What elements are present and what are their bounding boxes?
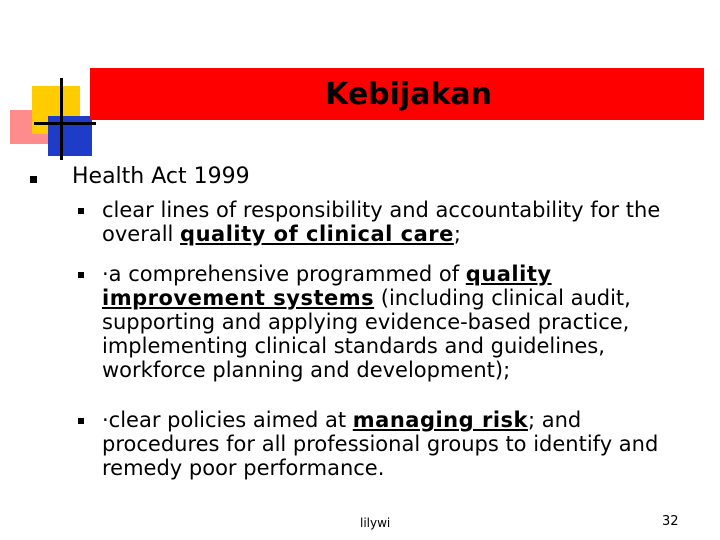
bullet-square-icon: [78, 208, 84, 214]
decor-horizontal-line: [34, 122, 96, 125]
bullet-text: (including clinical audit, supporting and applying evidence-based practice, implementing clinical standards and guidelines, workforce planning and development);: [102, 286, 631, 382]
main-bullet: [28, 164, 688, 190]
title-bar: [90, 68, 704, 120]
footer-author: lilywi: [360, 516, 391, 530]
bullet-text: clear lines of responsibility and accountability for the overall: [102, 198, 661, 246]
sub-bullet-3: [78, 408, 678, 480]
emphasis-text: quality improvement systems: [102, 262, 552, 310]
bullet-square-icon: [78, 272, 84, 278]
slide-title: Kebijakan: [325, 76, 492, 112]
sub-bullet-2: [78, 262, 678, 382]
bullet-square-icon: [30, 176, 37, 183]
bullet-text: ·a comprehensive programmed of: [102, 262, 466, 286]
emphasis-text: quality of clinical care: [180, 222, 454, 246]
bullet-text: ; and procedures for all professional groups to identify and remedy poor performance.: [102, 408, 659, 480]
bullet-text: ·clear policies aimed at: [102, 408, 353, 432]
decor-vertical-line: [60, 78, 63, 160]
sub-bullet-1: [78, 198, 678, 246]
bullet-text: ;: [453, 222, 461, 246]
page-number: 32: [662, 514, 679, 529]
bullet-square-icon: [78, 418, 84, 424]
emphasis-text: managing risk: [352, 408, 528, 432]
heading-text: Health Act 1999: [72, 164, 250, 189]
